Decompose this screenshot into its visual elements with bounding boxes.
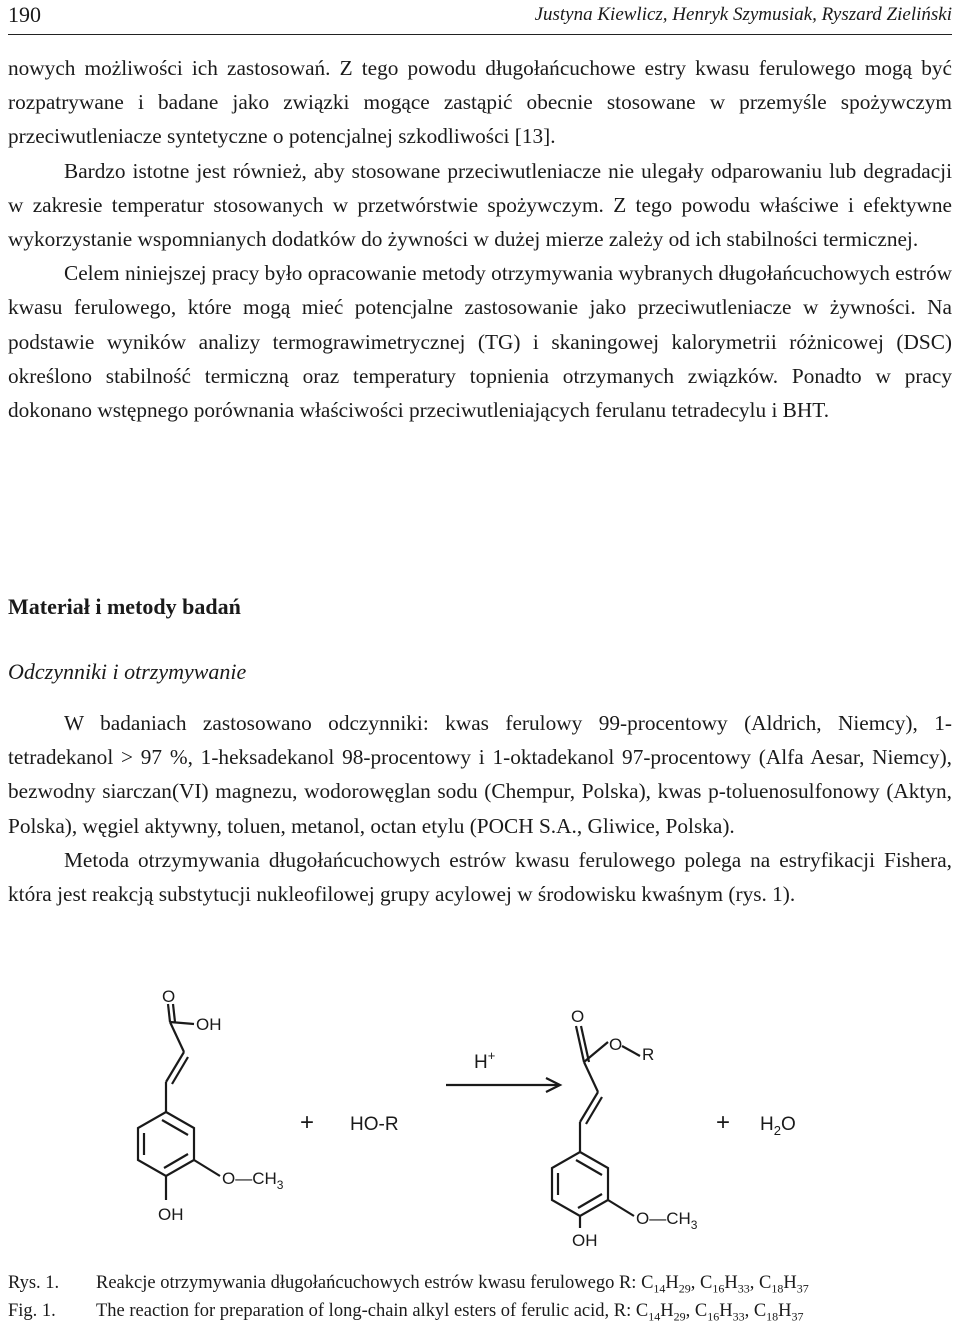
phenol-oh-label: OH [158,1205,184,1224]
figure-caption-en: Fig. 1. The reaction for preparation of long-chain alkyl esters of ferulic acid, R: $C_{14}H_{29}$, $C_{16}H_{33}$, $C_{18}H_{37}$ [8,1301,804,1324]
header-rule [8,34,952,35]
carbonyl-oxygen-label: O [571,1007,585,1026]
page-header [8,2,952,32]
methods-text-block [8,706,952,911]
plus-sign: + [300,1109,315,1136]
running-head-authors: Justyna Kiewlicz, Henryk Szymusiak, Ryszard Zieliński [534,4,952,25]
reaction-scheme [8,990,952,1250]
formula-c18: $C_{18}H_{37}$ [753,1301,804,1324]
intro-text-block [8,51,952,427]
caption-text: The reaction for preparation of long-chain alkyl esters of ferulic acid, R: [96,1301,636,1321]
formula-c18: $C_{18}H_{37}$ [759,1273,809,1296]
water-label: $H_2O$ [760,1114,796,1138]
paragraph: nowych możliwości ich zastosowań. Z tego powodu długołańcuchowe estry kwasu ferulowego mogą być rozpatrywane i badane jako związki mogące zastąpić obecnie stosowane w przemyśle spożywczym przeciwutleniacze syntetyczne o potencjalnej szkodliwości [13]. [8,56,952,149]
paragraph: Metoda otrzymywania długołańcuchowych estrów kwasu ferulowego polega na estryfikacji Fishera, która jest reakcją substytucji nukleofilowej grupy acylowej w środowisku kwaśnym (rys. 1). [8,847,952,907]
formula-c16: $C_{16}H_{33}$ [694,1301,745,1324]
ester-oxygen-label: O [609,1035,623,1054]
methoxy-label: $O—CH_3$ [636,1209,698,1232]
formula-c16: $C_{16}H_{33}$ [700,1273,750,1296]
subsection-title: Odczynniki i otrzymywanie [8,659,247,684]
paragraph: W badaniach zastosowano odczynniki: kwas ferulowy 99-procentowy (Aldrich, Niemcy), 1-tetradekanol > 97 %, 1-heksadekanol 98-procentowy i 1-oktadekanol 97-procentowy (Alfa Aesar, Niemcy), bezwodny siarczan(VI) magnezu, wodorowęglan sodu (Chempur, Polska), kwas p-toluenosulfonowy (Aktyn, Polska), węgiel aktywny, toluen, metanol, octan etylu (POCH S.A., Gliwice, Polska). [8,711,952,838]
figure-caption-pl: Rys. 1. Reakcje otrzymywania długołańcuchowych estrów kwasu ferulowego R: $C_{14}H_{29}$, $C_{16}H_{33}$, $C_{18}H_{37}$ [8,1273,809,1296]
caption-text: Reakcje otrzymywania długołańcuchowych estrów kwasu ferulowego R: [96,1273,642,1293]
carbonyl-oxygen-label: O [162,990,176,1006]
caption-label: Rys. 1. [8,1273,60,1293]
alcohol-label: HO-R [350,1114,399,1135]
catalyst-label: H+ [474,1048,496,1073]
ester-r-label: R [642,1045,655,1064]
formula-c14: $C_{14}H_{29}$ [635,1301,686,1324]
paragraph: Bardzo istotne jest również, aby stosowane przeciwutleniacze nie ulegały odparowaniu lub degradacji w zakresie temperatur stosowanych w przetwórstwie spożywczym. Z tego powodu właściwe i efektywne wykorzystanie wspomnianych dodatków do żywności w dużej mierze zależy od ich stabilności termicznej. [8,158,952,252]
phenol-oh-label: OH [572,1231,598,1250]
plus-sign: + [716,1109,731,1136]
caption-label: Fig. 1. [8,1301,56,1321]
page-number: 190 [8,2,41,27]
acid-hydroxyl-label: OH [196,1015,222,1034]
ferulate-ester-structure [552,1026,640,1228]
formula-c14: $C_{14}H_{29}$ [641,1273,691,1296]
paragraph: Celem niniejszej pracy było opracowanie metody otrzymywania wybranych długołańcuchowych estrów kwasu ferulowego, które mogą mieć potencjalne zastosowanie jako przeciwutleniacze w żywności. Na podstawie wyników analizy termograwimetrycznej (TG) i skaningowej kalorymetrii różnicowej (DSC) określono stabilność termiczną oraz temperatury topnienia otrzymanych związków. Ponadto w pracy dokonano wstępnego porównania właściwości przeciwutleniających ferulanu tetradecylu i BHT. [8,261,952,423]
section-title: Materiał i metody badań [8,594,241,619]
methoxy-label: $O—CH_3$ [222,1169,284,1192]
